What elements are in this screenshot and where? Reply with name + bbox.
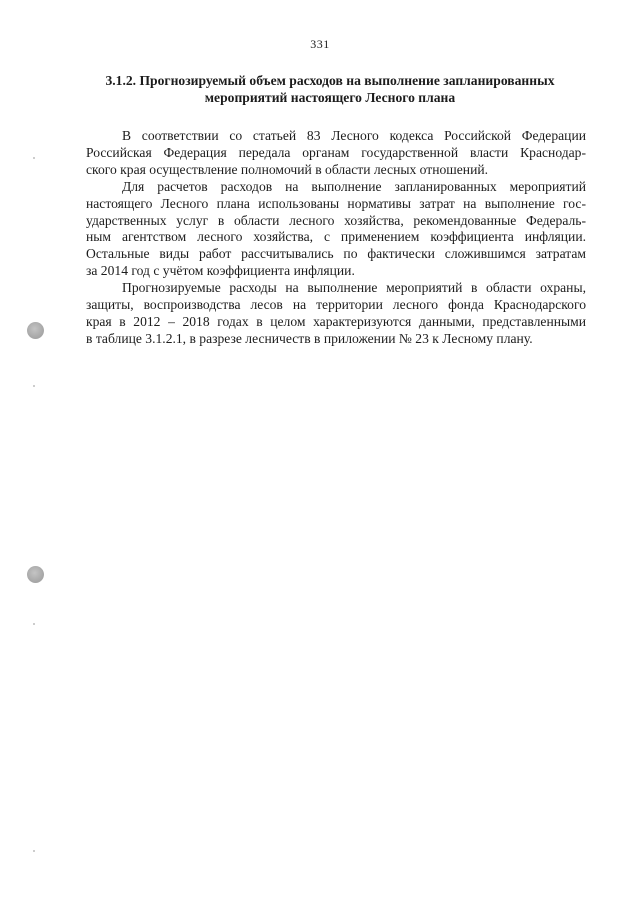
text-line: защиты, воспроизводства лесов на территории лесного фонда Краснодарского <box>86 297 586 313</box>
section-heading-line-2: мероприятий настоящего Лесного плана <box>204 90 456 105</box>
text-line: В соответствии со статьей 83 Лесного кодекса Российской Федерации <box>122 128 586 143</box>
paragraph-3 <box>86 280 586 348</box>
section-heading-line-1: 3.1.2. Прогнозируемый объем расходов на выполнение запланированных <box>105 73 555 88</box>
scan-speck <box>33 850 35 852</box>
text-line: Для расчетов расходов на выполнение запланированных мероприятий <box>122 178 586 194</box>
page-number: 331 <box>310 37 330 51</box>
text-line: за 2014 год с учётом коэффициента инфляции. <box>86 263 355 279</box>
punch-hole-mark <box>27 322 44 339</box>
text-line: в таблице 3.1.2.1, в разрезе лесничеств в приложении № 23 к Лесному плану. <box>86 330 533 346</box>
text-line: ского края осуществление полномочий в области лесных отношений. <box>86 161 489 177</box>
text-line: Российская Федерация передала органам государственной власти Краснодар- <box>86 144 586 160</box>
scan-speck <box>33 157 35 159</box>
text-line: настоящего Лесного плана использованы нормативы затрат на выполнение гос- <box>86 195 586 211</box>
paragraph-1 <box>86 128 586 179</box>
text-line: края в 2012 – 2018 годах в целом характеризуются данными, представленными <box>86 313 586 329</box>
text-line: Прогнозируемые расходы на выполнение мероприятий в области охраны, <box>122 280 586 296</box>
scan-speck <box>33 385 35 387</box>
text-line: Остальные виды работ рассчитывались по фактически сложившимся затратам <box>86 246 586 262</box>
punch-hole-mark <box>27 566 44 583</box>
text-line: ным агентством лесного хозяйства, с применением коэффициента инфляции. <box>86 229 586 245</box>
body-text <box>86 128 586 348</box>
text-line: ударственных услуг в области лесного хозяйства, рекомендованные Федераль- <box>86 212 586 228</box>
scan-speck <box>33 623 35 625</box>
section-heading <box>80 72 580 106</box>
paragraph-2 <box>86 179 586 280</box>
